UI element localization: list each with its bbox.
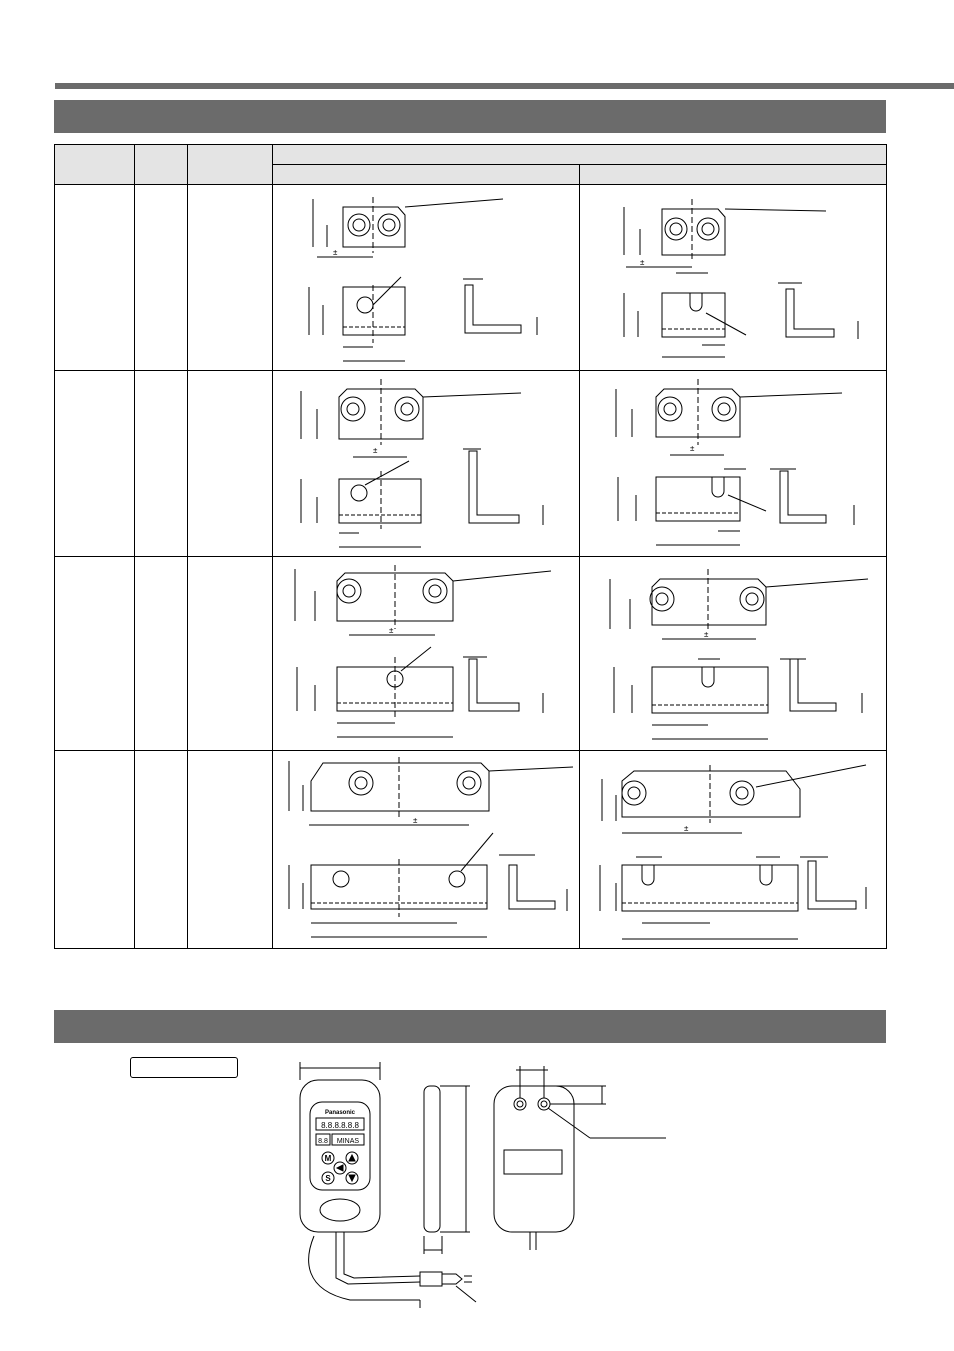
row-cell bbox=[188, 751, 273, 949]
svg-text:±: ± bbox=[373, 445, 378, 455]
svg-text:±: ± bbox=[389, 625, 394, 635]
svg-text:±: ± bbox=[690, 443, 695, 453]
down-arrow-icon bbox=[349, 1175, 355, 1181]
table-row bbox=[55, 185, 887, 371]
mode-key-label: M bbox=[324, 1154, 332, 1163]
subheader-front bbox=[273, 165, 580, 185]
header-cell-2 bbox=[135, 145, 188, 185]
row-cell bbox=[55, 185, 135, 371]
console-label-box bbox=[130, 1057, 238, 1078]
row-cell bbox=[135, 751, 188, 949]
header-cell-1 bbox=[55, 145, 135, 185]
console-display-small: 8.8 bbox=[318, 1138, 328, 1145]
svg-text:±: ± bbox=[640, 258, 645, 268]
row-cell bbox=[135, 556, 188, 751]
console-brand: Panasonic bbox=[324, 1110, 356, 1116]
up-arrow-icon bbox=[349, 1155, 355, 1161]
svg-text:±: ± bbox=[704, 629, 709, 639]
header-cell-3 bbox=[188, 145, 273, 185]
bracket-drawing-rear bbox=[580, 370, 887, 556]
bracket-drawing-rear bbox=[580, 556, 887, 751]
row-cell bbox=[55, 556, 135, 751]
console-display-digits: 8.8.8.8.8.8 bbox=[321, 1121, 359, 1130]
table-row bbox=[55, 751, 887, 949]
section-header-bar-1 bbox=[54, 100, 886, 133]
bracket-drawing-rear bbox=[580, 751, 887, 949]
bracket-drawing-front bbox=[273, 185, 580, 371]
bracket-drawing-rear bbox=[580, 185, 887, 371]
row-cell bbox=[55, 751, 135, 949]
console-drawing bbox=[280, 1050, 680, 1315]
subheader-rear bbox=[580, 165, 887, 185]
row-cell bbox=[188, 185, 273, 371]
table-row bbox=[55, 556, 887, 751]
table-row bbox=[55, 370, 887, 556]
top-rule bbox=[55, 83, 954, 89]
svg-text:±: ± bbox=[684, 824, 689, 834]
console-display-brand: MINAS bbox=[336, 1138, 360, 1145]
left-arrow-icon bbox=[337, 1165, 343, 1171]
svg-text:±: ± bbox=[333, 248, 338, 258]
set-key-label: S bbox=[325, 1174, 331, 1183]
bracket-drawing-front bbox=[273, 556, 580, 751]
bracket-drawing-front bbox=[273, 751, 580, 949]
bracket-drawing-front bbox=[273, 370, 580, 556]
svg-text:±: ± bbox=[413, 816, 418, 826]
row-cell bbox=[135, 370, 188, 556]
row-cell bbox=[55, 370, 135, 556]
row-cell bbox=[188, 370, 273, 556]
mounting-bracket-table bbox=[54, 144, 887, 949]
section-header-bar-2 bbox=[54, 1010, 886, 1043]
row-cell bbox=[188, 556, 273, 751]
table-header-row bbox=[55, 145, 887, 165]
header-cell-4 bbox=[273, 145, 887, 165]
row-cell bbox=[135, 185, 188, 371]
